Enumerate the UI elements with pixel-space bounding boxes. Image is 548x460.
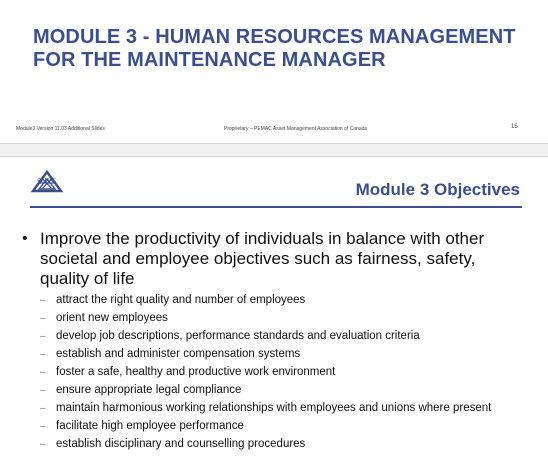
logo-wordmark: PEMAC xyxy=(37,178,57,184)
dash-marker: – xyxy=(40,294,46,306)
sub-bullet-text: develop job descriptions, performance standards and evaluation criteria xyxy=(56,330,420,342)
dash-marker: – xyxy=(40,384,46,396)
previous-slide xyxy=(0,0,548,143)
bullet-marker: • xyxy=(22,230,28,247)
dash-marker: – xyxy=(40,420,46,432)
sub-bullet xyxy=(40,363,491,381)
sub-bullet-text: foster a safe, healthy and productive work environment xyxy=(56,366,336,378)
previous-slide-title: MODULE 3 - HUMAN RESOURCES MANAGEMENT FOR THE MAINTENANCE MANAGER xyxy=(33,26,516,71)
sub-bullet xyxy=(40,291,491,309)
page-number: 15 xyxy=(511,124,518,130)
sub-bullet xyxy=(40,435,491,453)
dash-marker: – xyxy=(40,366,46,378)
sub-bullet xyxy=(40,399,491,417)
dash-marker: – xyxy=(40,348,46,360)
sub-bullet-list xyxy=(40,291,491,453)
dash-marker: – xyxy=(40,402,46,414)
pemac-logo-icon xyxy=(30,170,64,202)
sub-bullet xyxy=(40,309,491,327)
dash-marker: – xyxy=(40,312,46,324)
main-bullet xyxy=(22,229,527,289)
main-bullet-text: Improve the productivity of individuals in balance with other societal and employee objectives such as fairness, safety, quality of life xyxy=(40,229,485,288)
sub-bullet xyxy=(40,345,491,363)
sub-bullet xyxy=(40,381,491,399)
sub-bullet-text: establish disciplinary and counselling procedures xyxy=(56,438,306,450)
slide-separator xyxy=(0,143,548,157)
sub-bullet-text: establish and administer compensation systems xyxy=(56,348,301,360)
dash-marker: – xyxy=(40,438,46,450)
sub-bullet-text: maintain harmonious working relationships with employees and unions where present xyxy=(56,402,492,414)
slide-heading: Module 3 Objectives xyxy=(355,180,520,199)
sub-bullet xyxy=(40,417,491,435)
sub-bullet-text: attract the right quality and number of employees xyxy=(56,294,306,306)
sub-bullet-text: facilitate high employee performance xyxy=(56,420,244,432)
heading-rule xyxy=(30,206,522,208)
sub-bullet xyxy=(40,327,491,345)
current-slide xyxy=(0,157,548,460)
footer-version: Module3 Version 11.03 Additional Slides xyxy=(16,126,105,132)
sub-bullet-text: orient new employees xyxy=(56,312,168,324)
sub-bullet-text: ensure appropriate legal compliance xyxy=(56,384,242,396)
footer-copyright: Proprietary – PEMAC Asset Management Association of Canada xyxy=(224,126,368,132)
dash-marker: – xyxy=(40,330,46,342)
